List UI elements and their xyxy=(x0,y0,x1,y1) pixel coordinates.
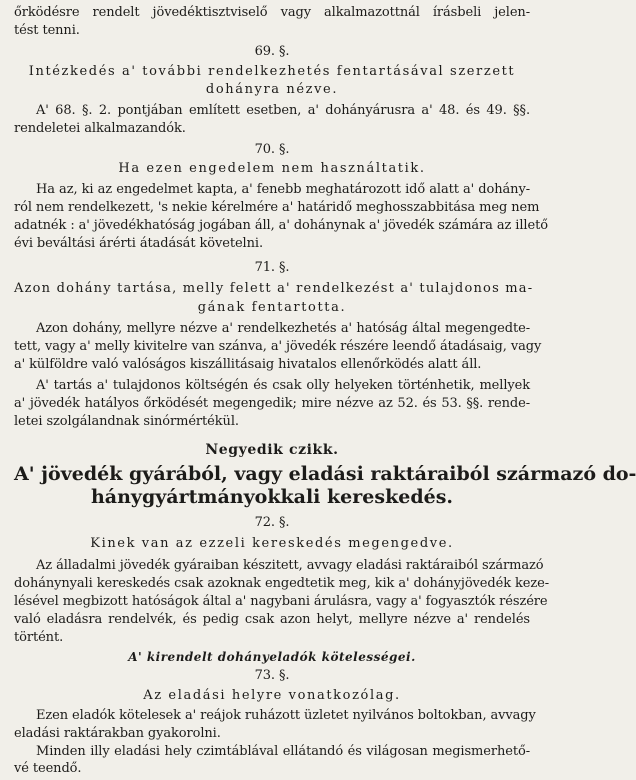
body-line: tést tenni. xyxy=(14,23,80,38)
section-number: 71. §. xyxy=(254,260,290,275)
section-title: Azon dohány tartása, melly felett a' rendelkezést a' tulajdonos ma- xyxy=(14,281,534,296)
section-title: dohányra nézve. xyxy=(205,82,339,97)
body-line: Ezen eladók kötelesek a' reájok ruházott üzletet nyilvános boltokban, avvagy xyxy=(36,708,536,723)
section-number: 73. §. xyxy=(254,668,290,683)
body-line: letei szolgálandnak sinórmértékül. xyxy=(14,414,239,429)
body-line: Ha az, ki az engedelmet kapta, a' fenebb meghatározott idő alatt a' dohány- xyxy=(36,182,530,197)
section-title: Az eladási helyre vonatkozólag. xyxy=(143,688,401,703)
body-line: tett, vagy a' melly kivitelre van szánva, a' jövedék részére leendő átadásaig, vagy xyxy=(14,339,542,354)
body-line: a' külföldre való valóságos kiszállitásaig hivatalos ellenőrködés alatt áll. xyxy=(14,357,482,372)
section-title: gának fentartotta. xyxy=(197,300,347,315)
body-line: A' tartás a' tulajdonos költségén és csak olly helyeken történhetik, mellyek xyxy=(36,378,530,393)
section-number: 70. §. xyxy=(254,142,290,157)
body-line: Azon dohány, mellyre nézve a' rendelkezhetés a' hatóság által megengedte- xyxy=(36,321,530,336)
body-line: Az álladalmi jövedék gyáraiban készitett, avvagy eladási raktáraiból származó xyxy=(36,558,544,573)
body-line: Minden illy eladási hely czimtáblával ellátandó és világosan megismerhető- xyxy=(36,744,530,759)
subheading: A' kirendelt dohányeladók kötelességei. xyxy=(128,650,416,664)
body-line: történt. xyxy=(14,630,64,645)
section-title: Kinek van az ezzeli kereskedés megengedve. xyxy=(90,536,454,551)
body-line: való eladásra rendelvék, és pedig csak azon helyt, mellyre nézve a' rendelés xyxy=(14,612,530,627)
body-line: eladási raktárakban gyakorolni. xyxy=(14,726,221,741)
chapter-title: A' jövedék gyárából, vagy eladási raktáraiból származó do- xyxy=(14,463,636,485)
body-line: évi beváltási árérti átadását követelni. xyxy=(14,236,263,251)
section-title: Intézkedés a' további rendelkezhetés fentartásával szerzett xyxy=(28,64,516,79)
chapter-title: hánygyártmányokkali kereskedés. xyxy=(90,486,454,508)
body-line: őrködésre rendelt jövedéktisztviselő vagy alkalmazottnál írásbeli jelen- xyxy=(14,5,530,20)
section-number: 69. §. xyxy=(254,44,290,59)
body-line: A' 68. §. 2. pontjában említett esetben, a' dohányárusra a' 48. és 49. §§. xyxy=(36,103,530,118)
body-line: vé teendő. xyxy=(14,761,82,776)
body-line: adatnék : a' jövedékhatóság jogában áll, a' dohánynak a' jövedék számára az illető xyxy=(14,218,548,233)
section-title: Ha ezen engedelem nem használtatik. xyxy=(118,161,426,176)
chapter-label: Negyedik czikk. xyxy=(205,442,339,458)
body-line: ról nem rendelkezett, 's nekie kérelmére a' határidő meghosszabbitása meg nem xyxy=(14,200,540,215)
section-number: 72. §. xyxy=(254,515,290,530)
body-line: a' jövedék hatályos őrködését megengedik; mire nézve az 52. és 53. §§. rende- xyxy=(14,396,530,411)
body-line: lésével megbizott hatóságok által a' nagybani árulásra, vagy a' fogyasztók részére xyxy=(14,594,548,609)
body-line: rendeletei alkalmazandók. xyxy=(14,121,186,136)
body-line: dohánynyali kereskedés csak azoknak engedtetik meg, kik a' dohányjövedék keze- xyxy=(14,576,550,591)
